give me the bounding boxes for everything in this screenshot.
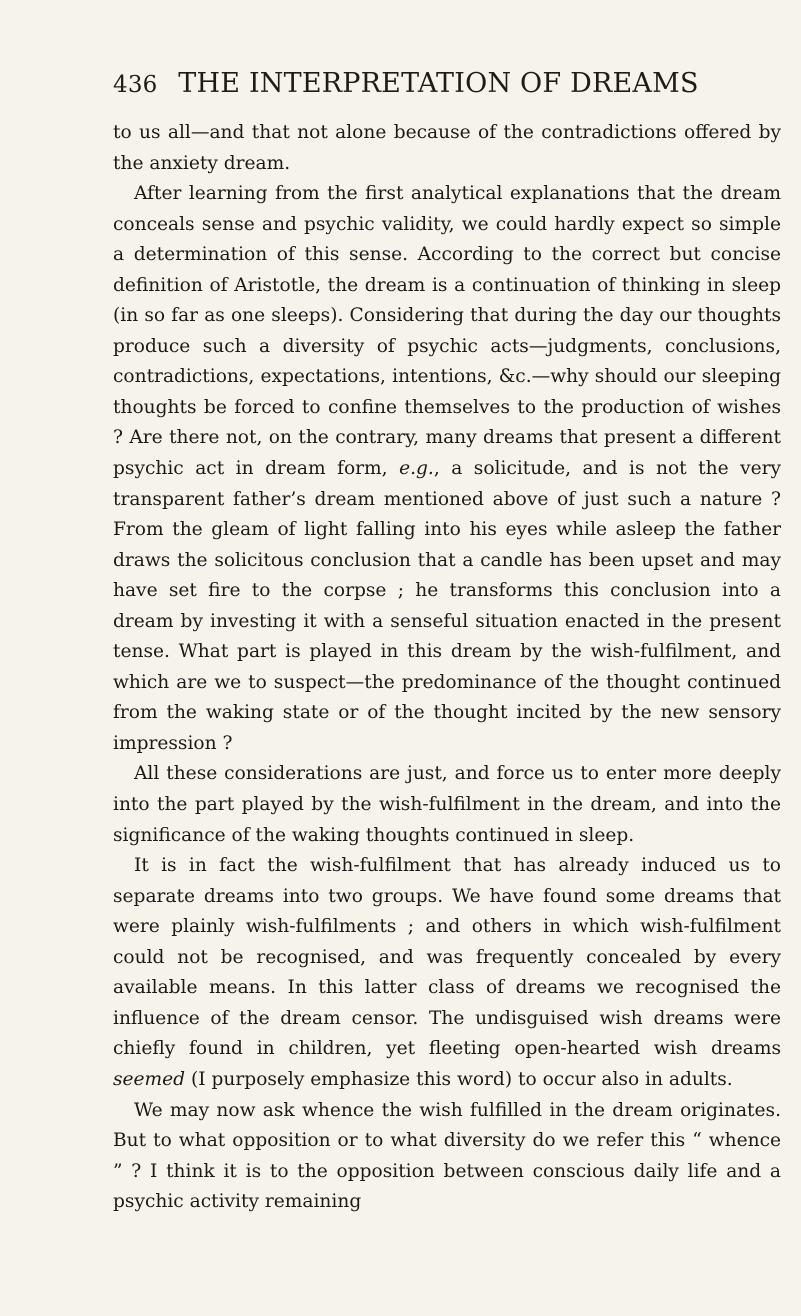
- paragraph-1-text: to us all—and that not alone because of the contradictions offered by the anxiety dream.: [113, 122, 781, 174]
- emphasized-word: seemed: [113, 1068, 186, 1090]
- paragraph-2-text-cont: , a solicitude, and is not the very transparent father’s dream mentioned above of just such a nature ? From the gleam of light falling into his eyes while asleep the father draws the solicitous conclusion that a candle has been upset and may have set fire to the corpse ; he transforms this conclusion into a dream by investing it with a senseful situation enacted in the present tense. What part is played in this dream by the wish-fulfilment, and which are we to suspect—the predominance of the thought continued from the waking state or of the thought incited by the new sensory impression ?: [113, 458, 781, 754]
- paragraph-1: [113, 118, 781, 179]
- paragraph-2: [113, 179, 781, 759]
- running-title: THE INTERPRETATION OF DREAMS: [178, 68, 699, 99]
- paragraph-5-text: We may now ask whence the wish fulfilled in the dream originates. But to what opposition or to what diversity do we refer this “ whence ” ? I think it is to the opposition between conscious daily life and a psychic activity remaining: [113, 1099, 781, 1213]
- paragraph-4: [113, 851, 781, 1095]
- paragraph-3: [113, 759, 781, 851]
- paragraph-4-text-cont: (I purposely emphasize this word) to occur also in adults.: [191, 1068, 733, 1090]
- paragraph-3-text: All these considerations are just, and force us to enter more deeply into the part played by the wish-fulfilment in the dream, and into the significance of the waking thoughts continued in sleep.: [113, 763, 781, 846]
- paragraph-5: [113, 1096, 781, 1218]
- paragraph-4-text: It is in fact the wish-fulfilment that has already induced us to separate dreams into two groups. We have found some dreams that were plainly wish-fulfilments ; and others in which wish-fulfilment could not be recognised, and was frequently concealed by every available means. In this latter class of dreams we recognised the influence of the dream censor. The undisguised wish dreams were chiefly found in children, yet fleeting open-hearted wish dreams: [113, 855, 781, 1060]
- page-number: 436: [113, 72, 158, 98]
- paragraph-2-text: After learning from the first analytical explanations that the dream conceals sense and psychic validity, we could hardly expect so simple a determination of this sense. According to the correct but concise definition of Aristotle, the dream is a continuation of thinking in sleep (in so far as one sleeps). Considering that during the day our thoughts produce such a diversity of psychic acts—judgments, conclusions, contradictions, expectations, intentions, &c.—why should our sleeping thoughts be forced to confine themselves to the production of wishes ? Are there not, on the contrary, many dreams that present a different psychic act in dream form,: [113, 183, 781, 480]
- body-text: [113, 118, 781, 1218]
- eg-abbreviation: e.g.: [399, 458, 434, 480]
- running-header: [113, 68, 778, 99]
